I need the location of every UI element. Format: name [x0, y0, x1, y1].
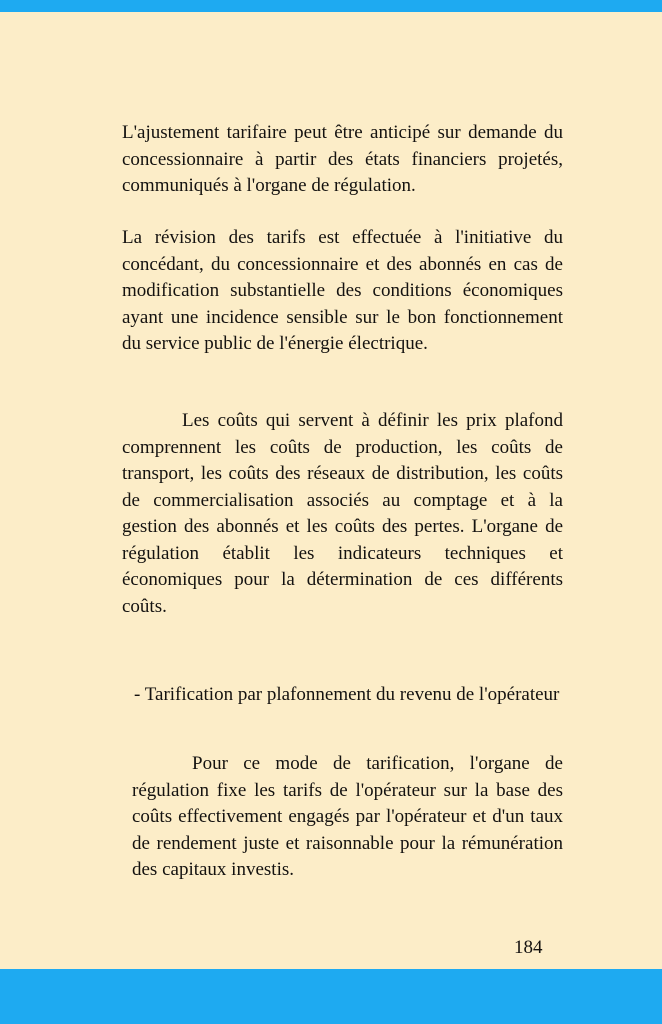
- paragraph-rate-of-return: Pour ce mode de tarification, l'organe de régulation fixe les tarifs de l'opérateur sur la base des coûts effectivement engagés par l'opérateur et d'un taux de rendement juste et raisonnable pour la rémunération des capitaux investis.: [132, 753, 563, 880]
- section-heading-revenue-cap: - Tarification par plafonnement du revenu de l'opérateur: [134, 684, 560, 705]
- bottom-bar: [0, 969, 662, 1024]
- paragraph-cost-components: Les coûts qui servent à définir les prix plafond comprennent les coûts de production, les coûts de transport, les coûts des réseaux de distribution, les coûts de commercialisation associés au comptage et à la gestion des abonnés et les coûts des pertes. L'organe de régulation établit les indicateurs techniques et économiques pour la détermination de ces différents coûts.: [122, 410, 563, 617]
- paragraph-tariff-adjustment: L'ajustement tarifaire peut être anticipé sur demande du concessionnaire à partir des états financiers projetés, communiqués à l'organe de régulation.: [122, 122, 563, 196]
- top-bar: [0, 0, 662, 12]
- page-number: 184: [514, 937, 543, 958]
- paragraph-tariff-revision: La révision des tarifs est effectuée à l'initiative du concédant, du concessionnaire et des abonnés en cas de modification substantielle des conditions économiques ayant une incidence sensible sur le bon fonctionnement du service public de l'énergie électrique.: [122, 227, 563, 354]
